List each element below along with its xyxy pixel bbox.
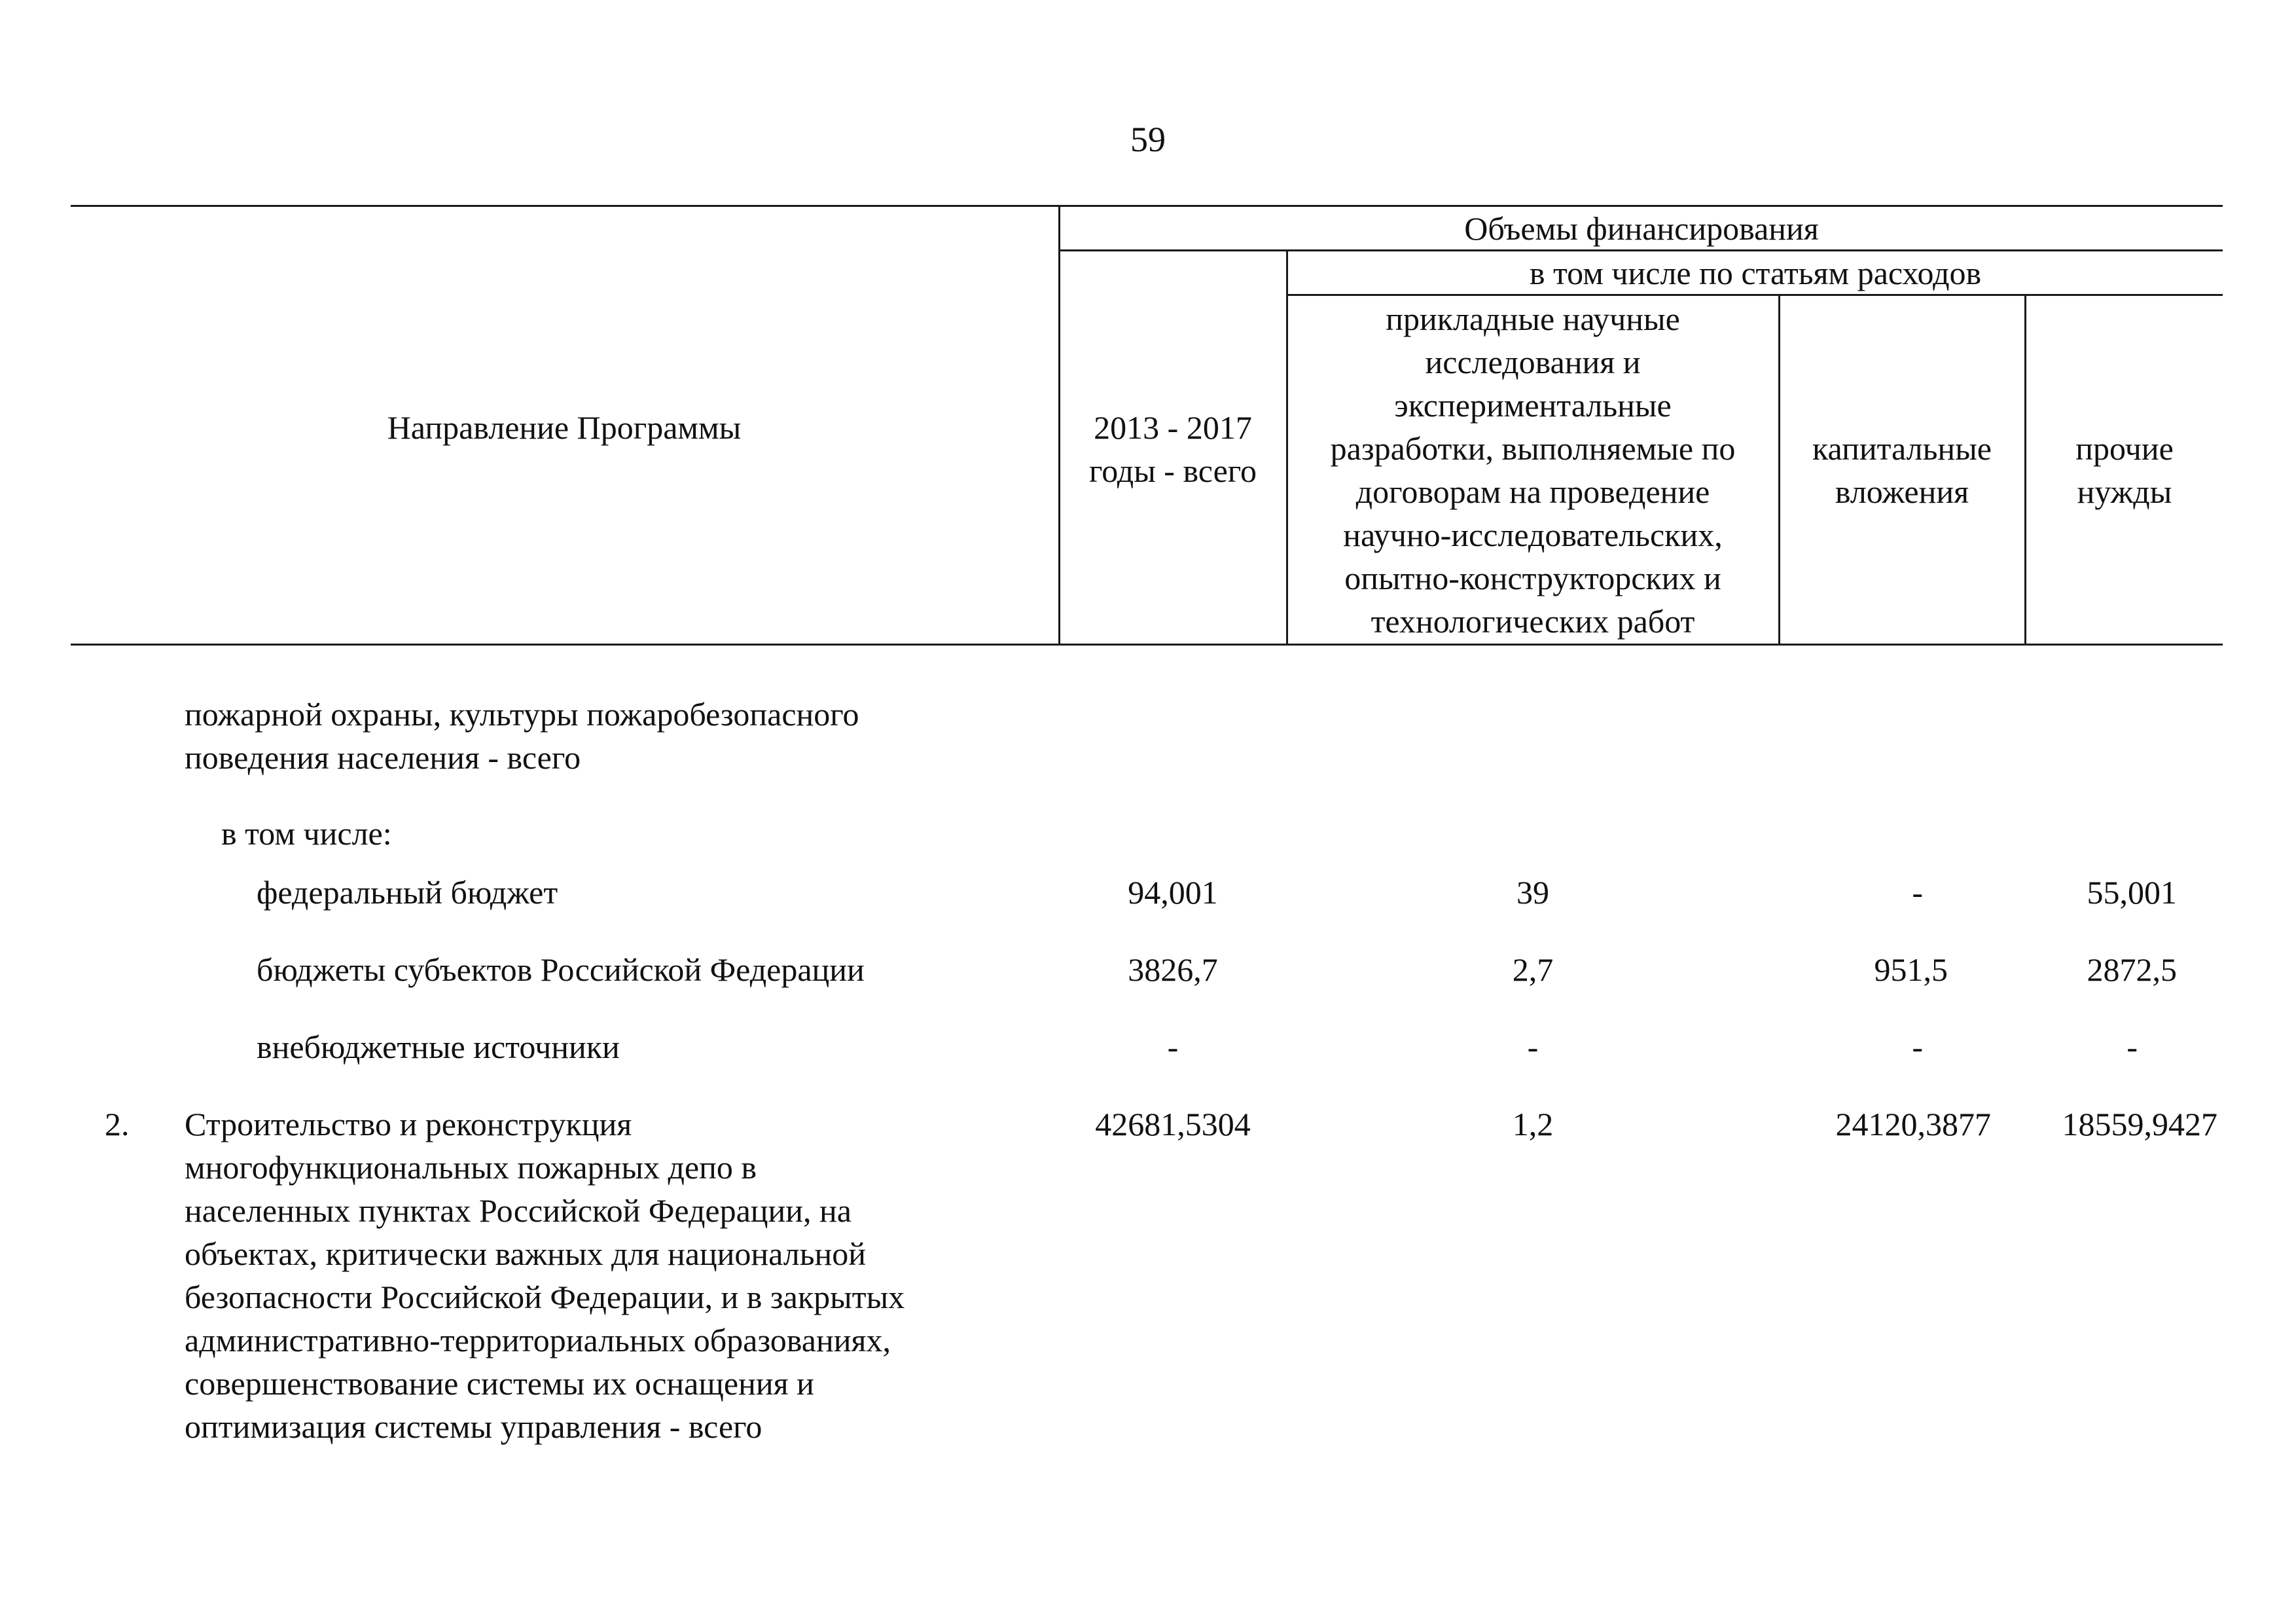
header-research-line: научно-исследовательских, — [1343, 517, 1723, 553]
header-capital-line: капитальные — [1812, 430, 1992, 467]
cell-other: 2872,5 — [2087, 951, 2177, 988]
cell-other: - — [2126, 1029, 2138, 1065]
header-research-line: экспериментальные — [1394, 387, 1672, 424]
cell-total: - — [1167, 1029, 1179, 1065]
header-research-line: разработки, выполняемые по — [1330, 430, 1736, 467]
cell-total: 3826,7 — [1128, 951, 1218, 988]
header-by-items: в том числе по статьям расходов — [1529, 255, 1982, 291]
cell-capital: - — [1912, 1029, 1923, 1065]
row-label-line: совершенствование системы их оснащения и — [185, 1365, 814, 1402]
header-direction: Направление Программы — [387, 409, 742, 446]
row-label-line: пожарной охраны, культуры пожаробезопасного — [185, 696, 859, 733]
header-research-line: технологических работ — [1371, 603, 1695, 640]
row-label-line: бюджеты субъектов Российской Федерации — [257, 951, 865, 988]
cell-research: 1,2 — [1512, 1106, 1554, 1142]
row-label-line: внебюджетные источники — [257, 1029, 620, 1065]
cell-other: 55,001 — [2087, 874, 2177, 911]
header-total-line: годы - всего — [1088, 452, 1257, 489]
row-label-line: поведения населения - всего — [185, 739, 581, 776]
cell-research: 39 — [1516, 874, 1549, 911]
row-label-line: населенных пунктах Российской Федерации, на — [185, 1192, 852, 1229]
cell-total: 42681,5304 — [1095, 1106, 1251, 1142]
cell-capital: 951,5 — [1874, 951, 1948, 988]
cell-total: 94,001 — [1128, 874, 1218, 911]
row-label-line: федеральный бюджет — [257, 874, 558, 911]
header-other-line: прочие — [2075, 430, 2174, 467]
row-label-line: объектах, критически важных для национальной — [185, 1235, 867, 1272]
cell-capital: 24120,3877 — [1835, 1106, 1991, 1142]
header-total-line: 2013 - 2017 — [1094, 409, 1252, 446]
page-number: 59 — [1130, 120, 1166, 159]
cell-research: 2,7 — [1512, 951, 1554, 988]
header-research-line: опытно-конструкторских и — [1344, 560, 1721, 596]
header-research-line: прикладные научные — [1386, 301, 1680, 337]
cell-research: - — [1527, 1029, 1539, 1065]
row-label-line: многофункциональных пожарных депо в — [185, 1149, 757, 1186]
cell-capital: - — [1912, 874, 1923, 911]
header-bottom-rule — [71, 644, 2223, 646]
header-research-line: исследования и — [1425, 344, 1641, 380]
header-other-line: нужды — [2077, 473, 2172, 510]
header-research-line: договорам на проведение — [1355, 473, 1710, 510]
row-label-line: Строительство и реконструкция — [185, 1106, 632, 1142]
row-label-line: в том числе: — [221, 815, 392, 852]
row-label-line: оптимизация системы управления - всего — [185, 1408, 762, 1445]
cell-other: 18559,9427 — [2062, 1106, 2217, 1142]
header-capital-line: вложения — [1835, 473, 1969, 510]
row-number: 2. — [105, 1106, 130, 1142]
row-label-line: административно-территориальных образованиях, — [185, 1322, 891, 1359]
header-financing: Объемы финансирования — [1464, 210, 1819, 247]
row-label-line: безопасности Российской Федерации, и в закрытых — [185, 1279, 905, 1315]
